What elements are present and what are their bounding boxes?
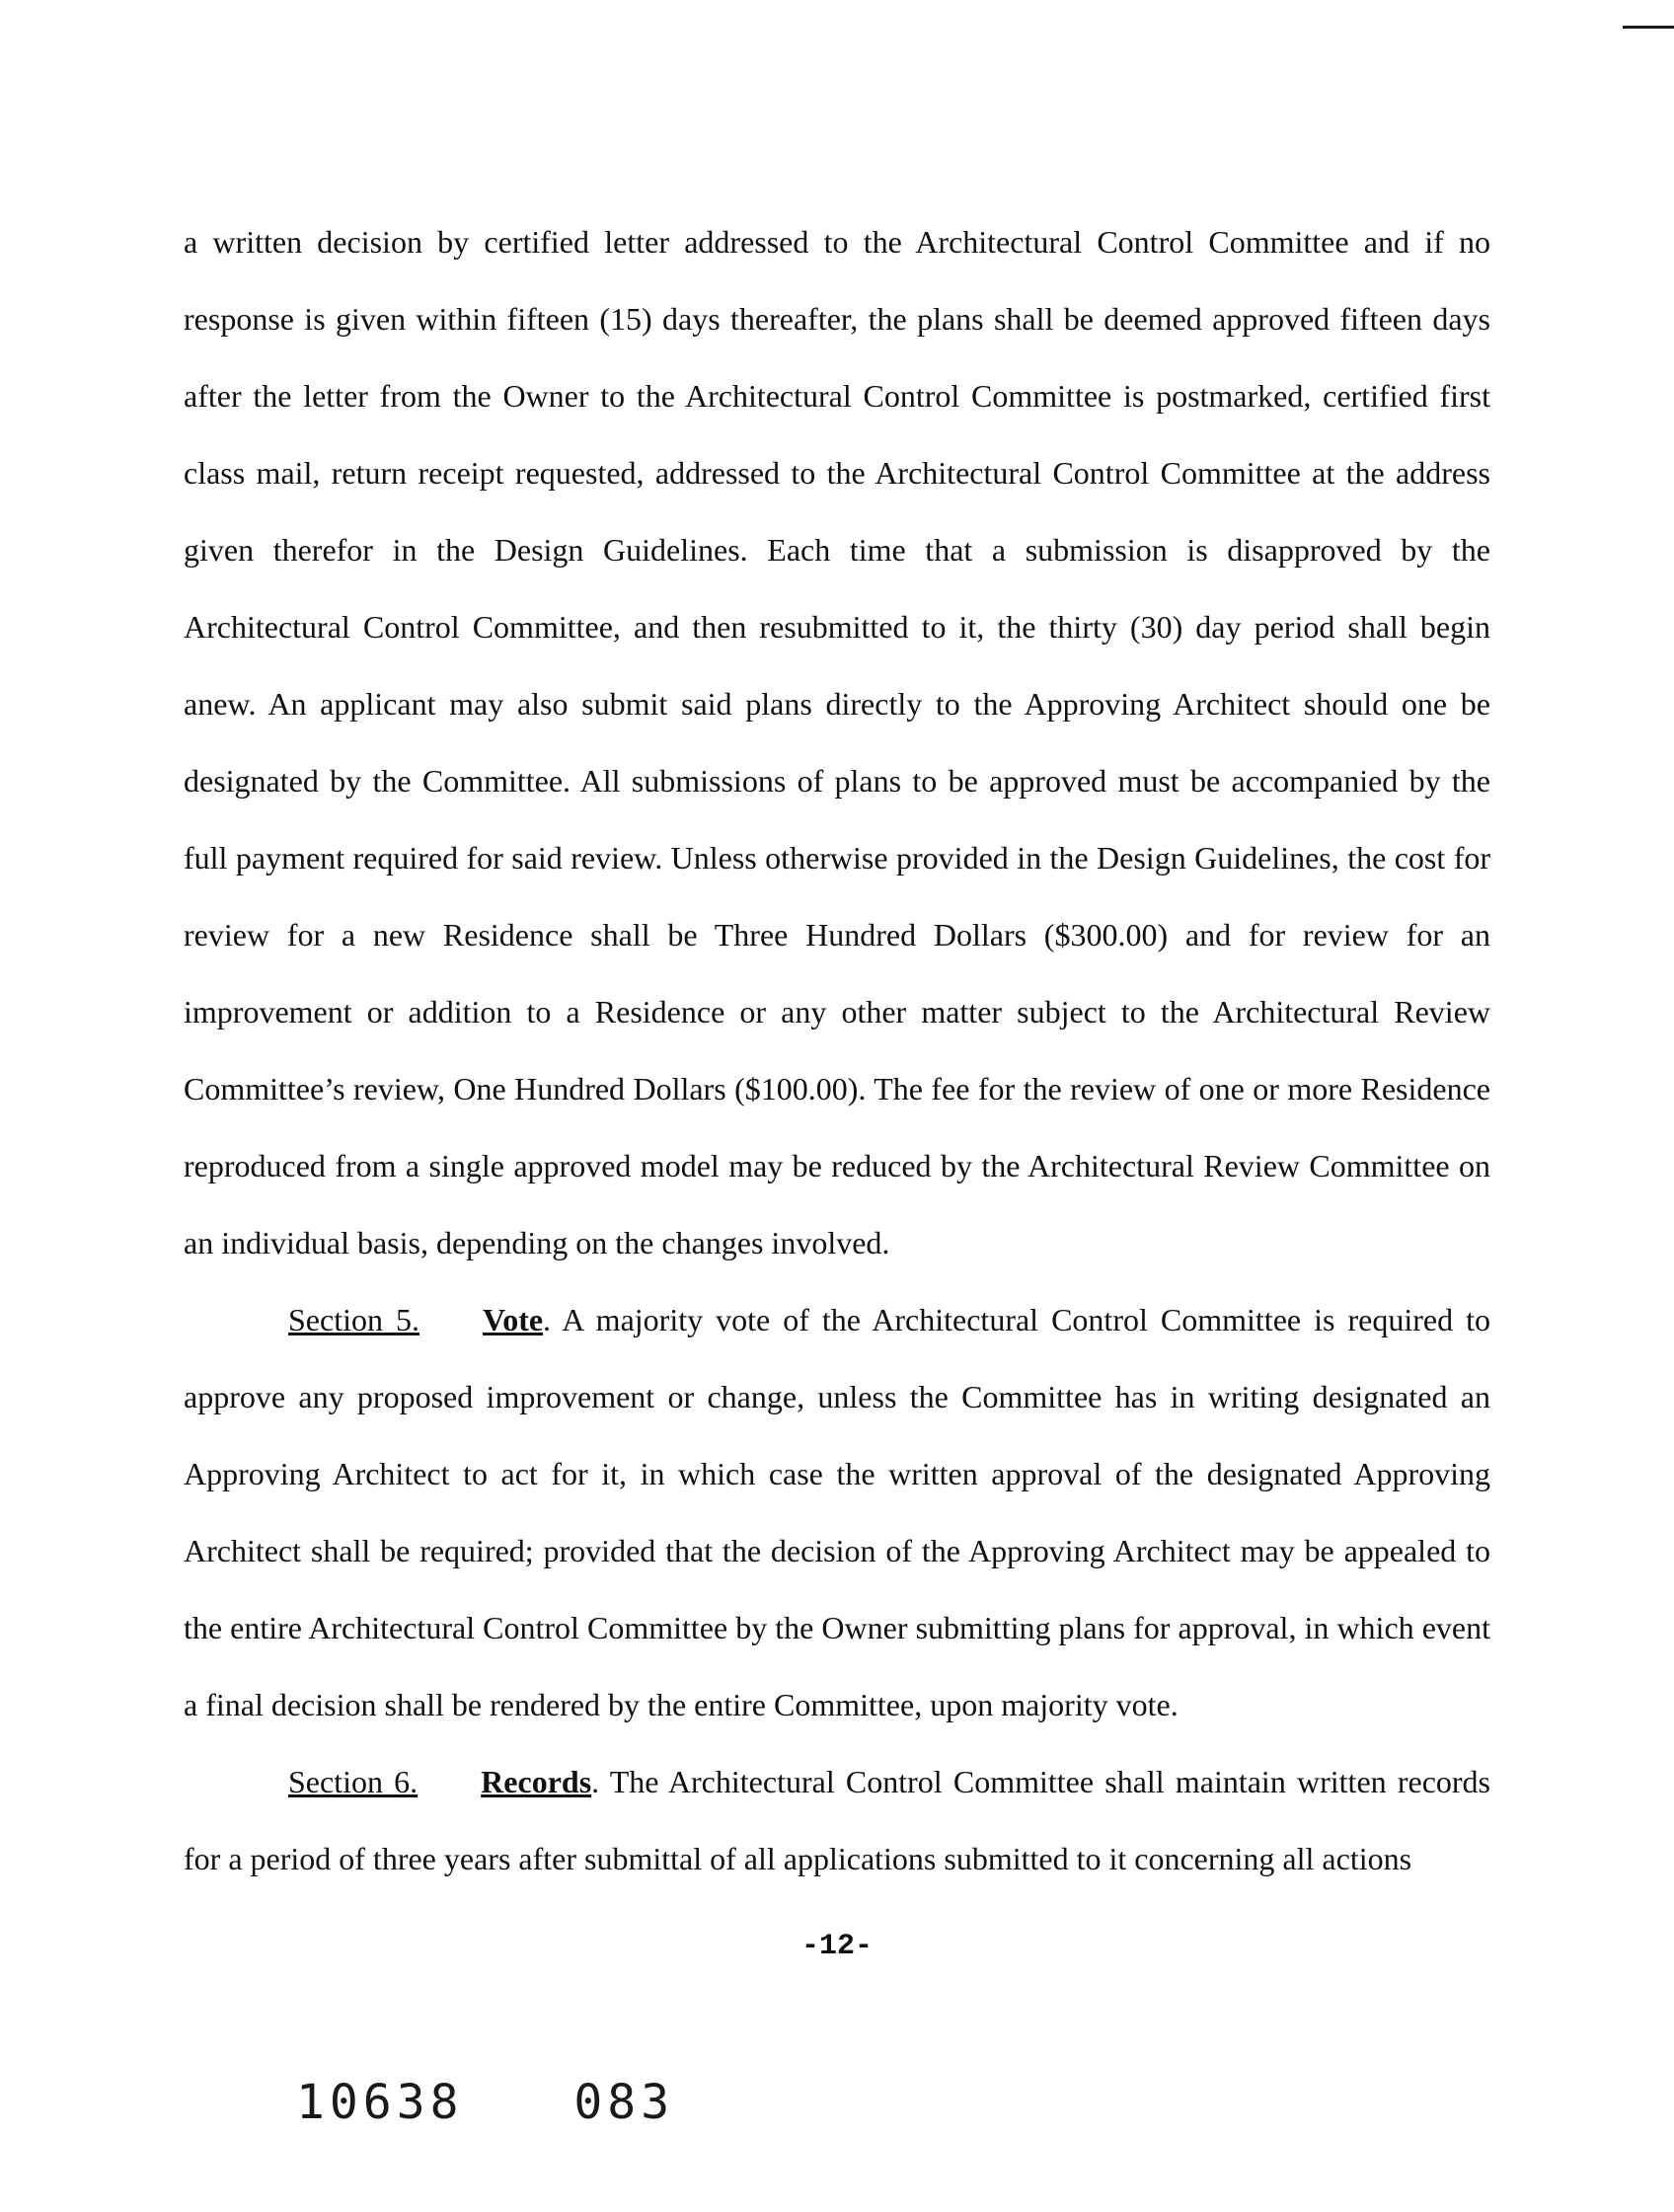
recording-page-number: 083 (573, 2075, 675, 2130)
section-6-number: Section 6. (288, 1764, 418, 1799)
section-5-text: . A majority vote of the Architectural Control Committee is required to approve any proposed improvement or change, unless the Committee has in writing designated an Approving Architect to act for it, in which case the written approval of the designated Approving Architect shall be required; provided that the decision of the Approving Architect may be appealed to the entire Architectural Control Committee by the Owner submitting plans for approval, in which event a final decision shall be rendered by the entire Committee, upon majority vote. (184, 1302, 1491, 1722)
section-6-text: . The Architectural Control Committee shall maintain written records for a period of three years after submittal of all applications submitted to it concerning all actions (184, 1764, 1491, 1876)
section-6-paragraph (184, 1743, 1490, 1897)
page-number: -12- (800, 1930, 873, 1963)
section-5-paragraph (184, 1281, 1490, 1743)
recording-stamp (296, 2075, 674, 2130)
document-body (184, 203, 1490, 1897)
section-5-title: Vote (483, 1302, 544, 1337)
section-5-number: Section 5. (288, 1302, 420, 1337)
body-paragraph: a written decision by certified letter addressed to the Architectural Control Committee and if no response is given within fifteen (15) days thereafter, the plans shall be deemed approved fifteen days after the letter from the Owner to the Architectural Control Committee is postmarked, certified first class mail, return receipt requested, addressed to the Architectural Control Committee at the address given therefor in the Design Guidelines. Each time that a submission is disapproved by the Architectural Control Committee, and then resubmitted to it, the thirty (30) day period shall begin anew. An applicant may also submit said plans directly to the Approving Architect should one be designated by the Committee. All submissions of plans to be approved must be accompanied by the full payment required for said review. Unless otherwise provided in the Design Guidelines, the cost for review for a new Residence shall be Three Hundred Dollars ($300.00) and for review for an improvement or addition to a Residence or any other matter subject to the Architectural Review Committee’s review, One Hundred Dollars ($100.00). The fee for the review of one or more Residence reproduced from a single approved model may be reduced by the Architectural Review Committee on an individual basis, depending on the changes involved. (184, 224, 1490, 1260)
section-6-title: Records (481, 1764, 592, 1799)
corner-scan-mark (1623, 26, 1674, 29)
recording-book-number: 10638 (296, 2075, 464, 2130)
